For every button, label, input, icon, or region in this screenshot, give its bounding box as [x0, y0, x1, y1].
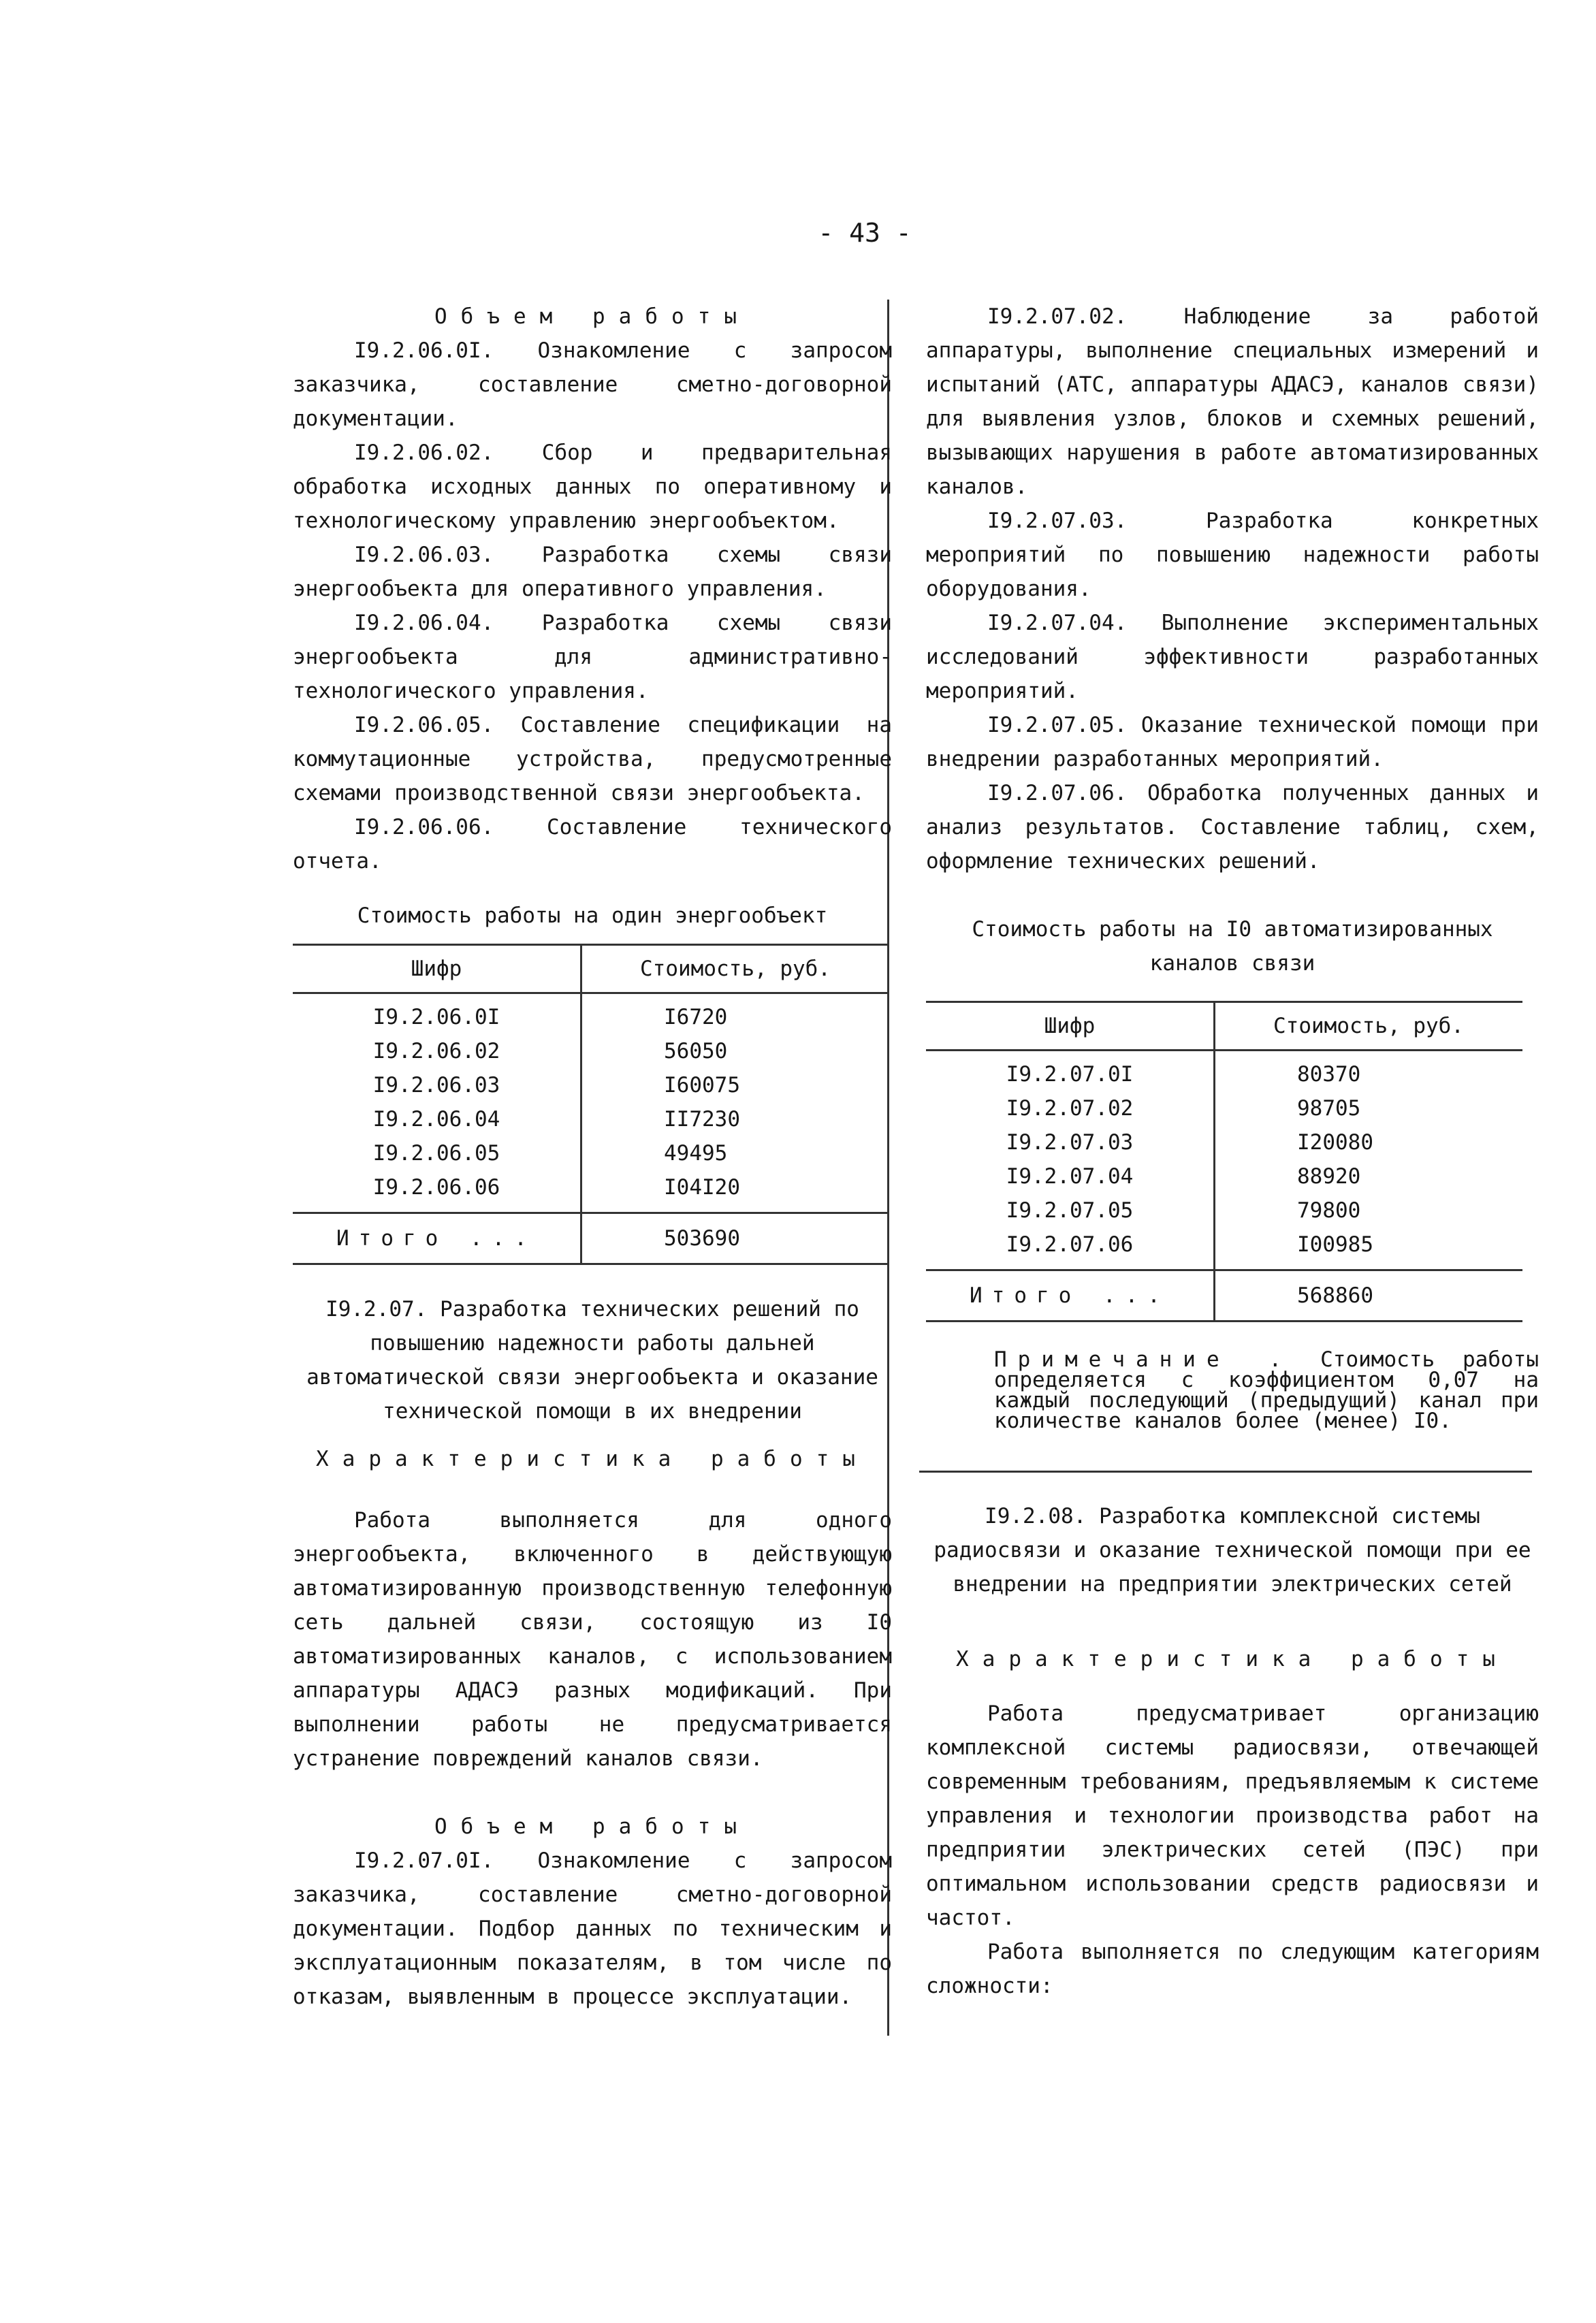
heading-scope-of-work-2: Объем работы	[434, 1814, 750, 1839]
characteristics-text-2: Работа предусматривает организацию комплексной системы радиосвязи, отвечающей современным требованиям, предъявляемым к системе управления и технологии производства работ на предприятии электрических сетей (ПЭС) при оптимальном использовании средств радиосвязи и частот.	[926, 1701, 1539, 1930]
row-cost: II7230	[664, 1107, 740, 1132]
row-cost: I00985	[1297, 1232, 1373, 1257]
column-header-code: Шифр	[926, 1002, 1215, 1051]
row-cost: I20080	[1297, 1130, 1373, 1155]
total-value: 503690	[581, 1213, 890, 1264]
note	[926, 1349, 1539, 1431]
work-item-0206-05: I9.2.06.05. Составление спецификации на коммутационные устройства, предусмотренные схемами производственной связи энергообъекта.	[293, 713, 892, 805]
characteristics-text: Работа выполняется для одного энергообъекта, включенного в действующую автоматизированную производственную телефонную сеть дальней связи, состоящую из I0 автоматизированных каналов, с использованием аппаратуры АДАСЭ разных модификаций. При выполнении работы не предусматривается устранение повреждений каналов связи.	[293, 1508, 892, 1771]
cost-table-0206	[293, 944, 889, 1265]
section-title-0207: I9.2.07. Разработка технических решений по повышению надежности работы дальней автоматической связи энергообъекта и оказание технической помощи в их внедрении	[306, 1297, 878, 1424]
work-item-0207-02: I9.2.07.02. Наблюдение за работой аппаратуры, выполнение специальных измерений и испытаний (АТС, аппаратуры АДАСЭ, каналов связи) для выявления узлов, блоков и схемных решений, вызывающих нарушения в работе автоматизированных каналов.	[926, 304, 1539, 499]
table-total-row	[926, 1270, 1522, 1321]
row-cost: 49495	[664, 1141, 728, 1166]
right-column	[926, 300, 1539, 2003]
note-label: Примечание .	[994, 1347, 1293, 1372]
heading-characteristics-2: Характеристика работы	[956, 1647, 1509, 1671]
total-label: Итого ...	[926, 1270, 1215, 1321]
row-cost: 88920	[1297, 1164, 1361, 1189]
work-item-0207-03: I9.2.07.03. Разработка конкретных мероприятий по повышению надежности работы оборудования.	[926, 509, 1539, 601]
total-value: 568860	[1215, 1270, 1523, 1321]
row-code: I9.2.06.0I	[293, 993, 581, 1035]
row-cost: I04I20	[664, 1175, 740, 1200]
cost-table-0207	[926, 1001, 1522, 1322]
table-row	[926, 1125, 1522, 1159]
work-item-0206-02: I9.2.06.02. Сбор и предварительная обработка исходных данных по оперативному и технологическому управлению энергообъектом.	[293, 440, 892, 533]
table-row	[926, 1193, 1522, 1228]
row-cost: 56050	[664, 1039, 728, 1063]
row-cost: I60075	[664, 1073, 740, 1098]
column-header-code: Шифр	[293, 945, 581, 993]
heading-characteristics: Характеристика работы	[316, 1447, 869, 1471]
row-cost: 98705	[1297, 1096, 1361, 1121]
note-text: Стоимость работы определяется с коэффициентом 0,07 на каждый последующий (предыдущий) канал при количестве каналов более (менее) I0.	[994, 1347, 1539, 1433]
work-item-0206-01: I9.2.06.0I. Ознакомление с запросом заказчика, составление сметно-договорной документации.	[293, 338, 892, 431]
table-row	[926, 1051, 1522, 1092]
section-title-0208: I9.2.08. Разработка комплексной системы радиосвязи и оказание технической помощи при ее внедрении на предприятии электрических сетей	[933, 1504, 1531, 1597]
row-cost: 79800	[1297, 1198, 1361, 1223]
cost-caption-0206: Стоимость работы на один энергообъект	[357, 903, 828, 928]
row-code: I9.2.07.02	[926, 1091, 1215, 1125]
row-code: I9.2.06.03	[293, 1068, 581, 1102]
table-row	[293, 1034, 889, 1068]
row-cost: 80370	[1297, 1062, 1361, 1087]
table-total-row	[293, 1213, 889, 1264]
table-row	[293, 1170, 889, 1213]
left-column	[293, 300, 892, 2014]
table-row	[926, 1228, 1522, 1270]
table-row	[926, 1091, 1522, 1125]
work-item-0207-06: I9.2.07.06. Обработка полученных данных и анализ результатов. Составление таблиц, схем, оформление технических решений.	[926, 781, 1539, 874]
table-row	[293, 1068, 889, 1102]
work-item-0207-01: I9.2.07.0I. Ознакомление с запросом заказчика, составление сметно-договорной документации. Подбор данных по техническим и эксплуатационным показателям, в том числе по отказам, выявленным в процессе эксплуатации.	[293, 1848, 892, 2009]
row-code: I9.2.06.05	[293, 1136, 581, 1170]
row-code: I9.2.07.03	[926, 1125, 1215, 1159]
characteristics-text-3: Работа выполняется по следующим категориям сложности:	[926, 1940, 1539, 1998]
column-header-cost: Стоимость, руб.	[581, 945, 890, 993]
row-code: I9.2.06.02	[293, 1034, 581, 1068]
row-code: I9.2.06.06	[293, 1170, 581, 1213]
cost-caption-0207: Стоимость работы на I0 автоматизированных каналов связи	[972, 917, 1493, 976]
table-header-row	[293, 945, 889, 993]
table-row	[293, 993, 889, 1035]
row-code: I9.2.06.04	[293, 1102, 581, 1136]
column-header-cost: Стоимость, руб.	[1215, 1002, 1523, 1051]
table-row	[293, 1102, 889, 1136]
work-item-0207-05: I9.2.07.05. Оказание технической помощи при внедрении разработанных мероприятий.	[926, 713, 1539, 771]
row-cost: I6720	[664, 1005, 728, 1029]
work-item-0206-03: I9.2.06.03. Разработка схемы связи энергообъекта для оперативного управления.	[293, 543, 892, 601]
total-label: Итого ...	[293, 1213, 581, 1264]
work-item-0206-04: I9.2.06.04. Разработка схемы связи энергообъекта для административно-технологического управления.	[293, 611, 892, 703]
row-code: I9.2.07.06	[926, 1228, 1215, 1270]
work-item-0206-06: I9.2.06.06. Составление технического отчета.	[293, 815, 892, 874]
table-row	[293, 1136, 889, 1170]
row-code: I9.2.07.05	[926, 1193, 1215, 1228]
table-row	[926, 1159, 1522, 1193]
table-header-row	[926, 1002, 1522, 1051]
work-item-0207-04: I9.2.07.04. Выполнение экспериментальных исследований эффективности разработанных мероприятий.	[926, 611, 1539, 703]
heading-scope-of-work: Объем работы	[434, 304, 750, 329]
row-code: I9.2.07.04	[926, 1159, 1215, 1193]
page-number: - 43 -	[818, 218, 912, 248]
row-code: I9.2.07.0I	[926, 1051, 1215, 1092]
